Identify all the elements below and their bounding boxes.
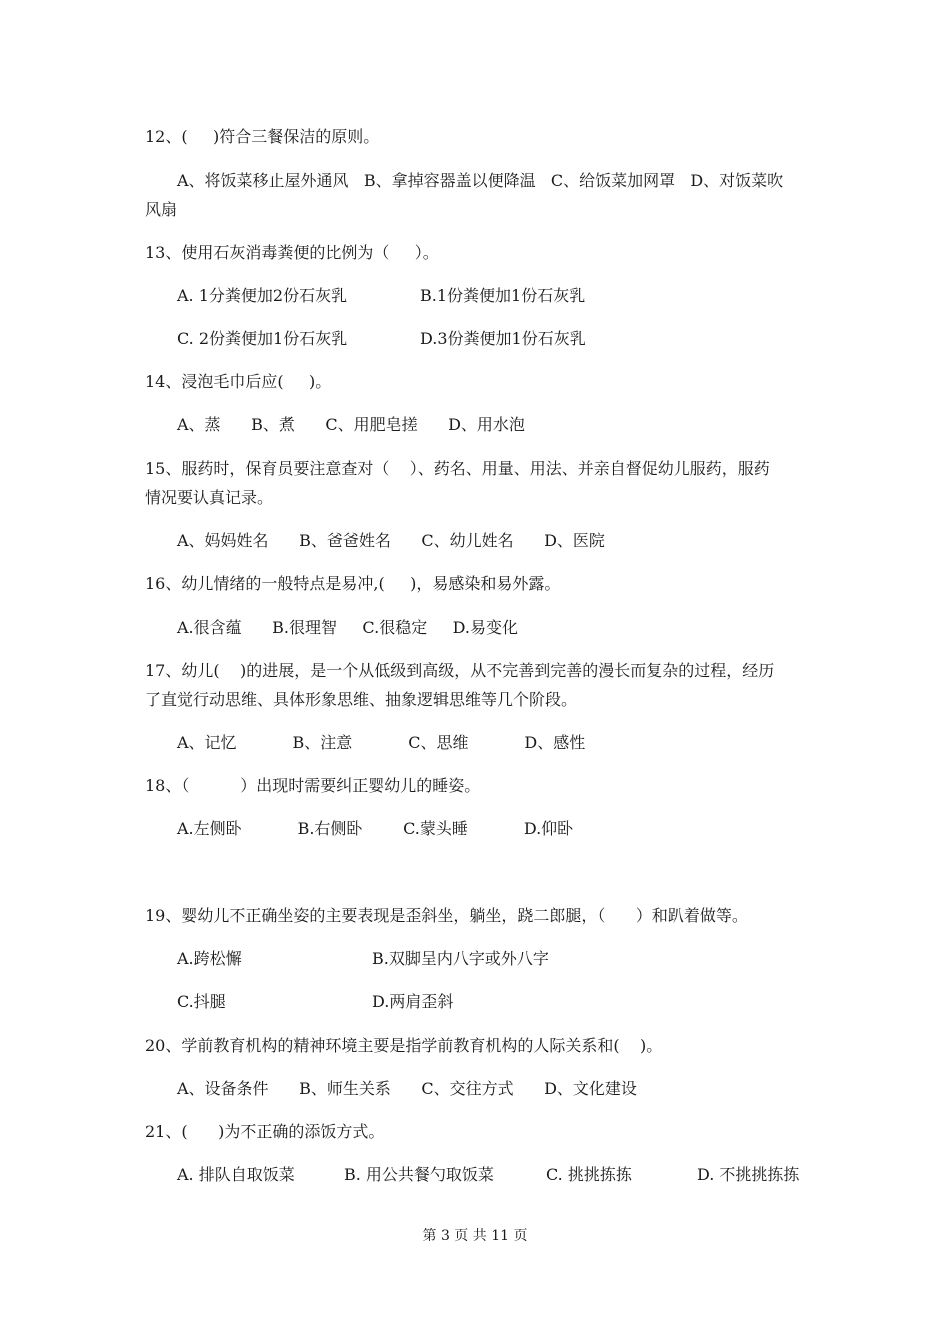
question-21-option-b: B. 用公共餐勺取饭菜 [344, 1165, 494, 1184]
question-19-option-b: B.双脚呈内八字或外八字 [372, 949, 549, 968]
question-15-stem: 15、服药时，保育员要注意查对（ ）、药名、用量、用法、并亲自督促幼儿服药，服药 [145, 459, 770, 478]
question-17-options: A、记忆 B、注意 C、思维 D、感性 [177, 733, 586, 752]
question-18-stem: 18、（ ）出现时需要纠正婴幼儿的睡姿。 [145, 776, 481, 795]
question-21-stem: 21、( )为不正确的添饭方式。 [145, 1122, 385, 1141]
question-15-options: A、妈妈姓名 B、爸爸姓名 C、幼儿姓名 D、医院 [177, 531, 605, 550]
page-number-footer: 第 3 页 共 11 页 [422, 1228, 528, 1244]
question-13-option-b: B.1份粪便加1份石灰乳 [420, 286, 586, 305]
question-17-stem-cont: 了直觉行动思维、具体形象思维、抽象逻辑思维等几个阶段。 [145, 690, 578, 709]
question-19-option-a: A.跨松懈 [177, 949, 242, 968]
question-13-option-a: A. 1分粪便加2份石灰乳 [177, 286, 348, 305]
question-16-options: A.很含蕴 B.很理智 C.很稳定 D.易变化 [177, 618, 518, 637]
question-13-stem: 13、使用石灰消毒粪便的比例为（ ）。 [145, 243, 439, 262]
question-21-option-c: C. 挑挑拣拣 [546, 1165, 632, 1184]
question-20-options: A、设备条件 B、师生关系 C、交往方式 D、文化建设 [177, 1079, 637, 1098]
question-12-options-cont: 风扇 [145, 200, 178, 219]
question-14-stem: 14、浸泡毛巾后应( )。 [145, 372, 332, 391]
question-20-stem: 20、学前教育机构的精神环境主要是指学前教育机构的人际关系和( )。 [145, 1036, 663, 1055]
question-15-stem-cont: 情况要认真记录。 [145, 488, 274, 507]
question-13-option-c: C. 2份粪便加1份石灰乳 [177, 329, 348, 348]
question-13-option-d: D.3份粪便加1份石灰乳 [420, 329, 586, 348]
question-16-stem: 16、幼儿情绪的一般特点是易冲,( )，易感染和易外露。 [145, 574, 561, 593]
question-18-options: A.左侧卧 B.右侧卧 C.蒙头睡 D.仰卧 [177, 819, 574, 838]
question-21-option-a: A. 排队自取饭菜 [177, 1165, 295, 1184]
question-19-option-d: D.两肩歪斜 [372, 992, 454, 1011]
question-21-option-d: D. 不挑挑拣拣 [697, 1165, 800, 1184]
question-12-options: A、将饭菜移止屋外通风 B、拿掉容器盖以便降温 C、给饭菜加网罩 D、对饭菜吹 [177, 171, 784, 190]
question-17-stem: 17、幼儿( )的进展，是一个从低级到高级，从不完善到完善的漫长而复杂的过程，经历 [145, 661, 775, 680]
question-19-stem: 19、婴幼儿不正确坐姿的主要表现是歪斜坐，躺坐，跷二郎腿，（ ）和趴着做等。 [145, 906, 748, 925]
question-12-stem: 12、( )符合三餐保洁的原则。 [145, 127, 380, 146]
question-14-options: A、蒸 B、煮 C、用肥皂搓 D、用水泡 [177, 415, 525, 434]
question-19-option-c: C.抖腿 [177, 992, 226, 1011]
